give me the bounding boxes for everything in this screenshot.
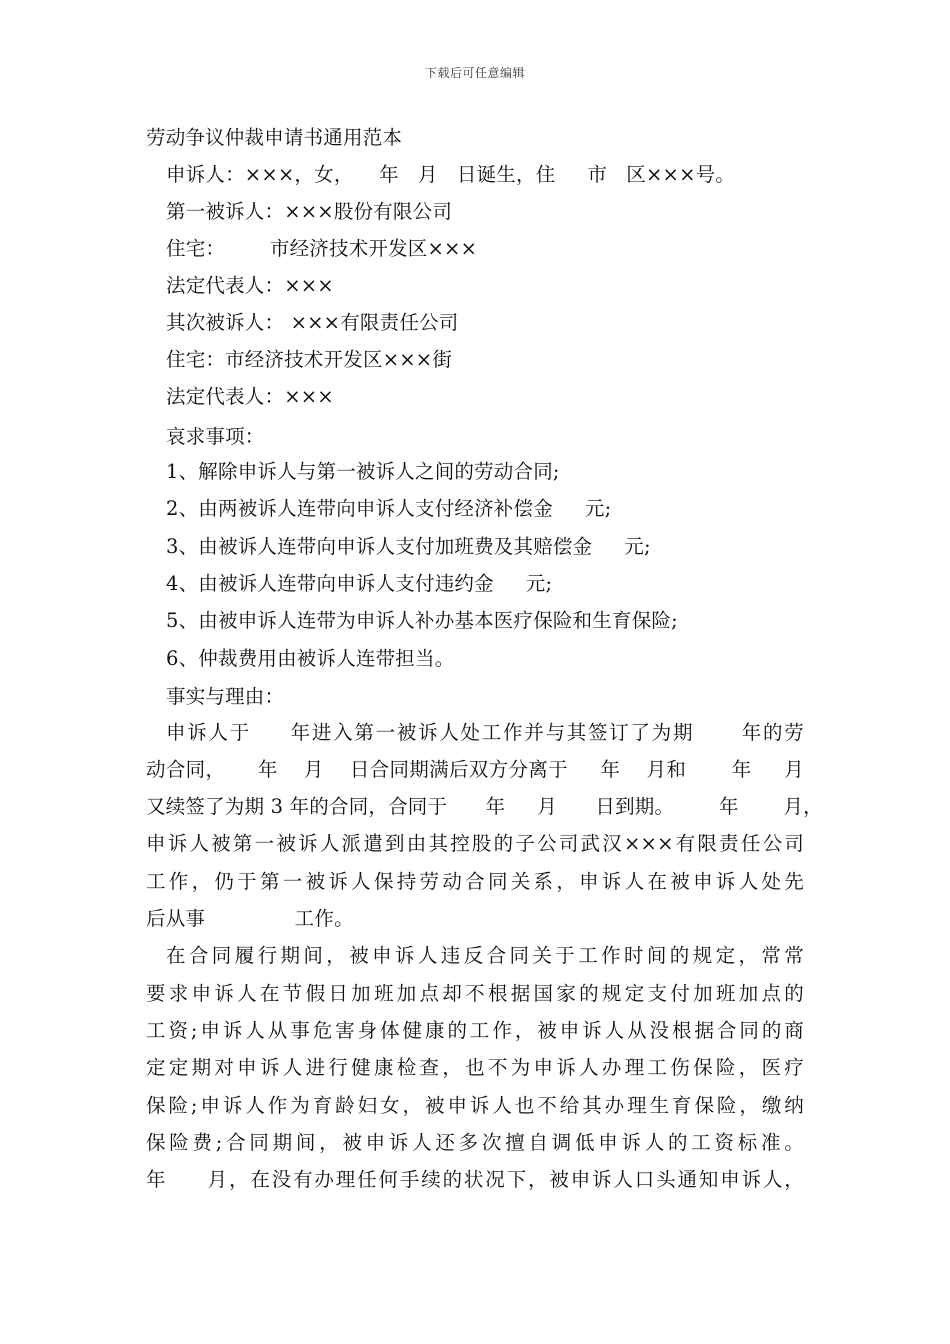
document-title: 劳动争议仲裁申请书通用范本 [146,126,403,149]
first-respondent-address-line: 住宅： 市经济技术开发区××× [166,237,478,260]
request-item-1: 1、解除申诉人与第一被诉人之间的劳动合同; [166,460,560,483]
request-item-5: 5、由被申诉人连带为申诉人补办基本医疗保险和生育保险; [166,609,678,632]
requests-heading: 哀求事项： [166,425,265,448]
facts-paragraph-line: 后从事 工作。 [146,907,354,930]
contract-paragraph-line: 保险;申诉人作为育龄妇女，被申诉人也不给其办理生育保险，缴纳 [146,1094,804,1117]
facts-paragraph-line: 又续签了为期 3 年的合同，合同于 年 月 日到期。 年 月， [146,795,823,818]
facts-paragraph-line: 申诉人于 年进入第一被诉人处工作并与其签订了为期 年的劳 [166,721,804,744]
facts-heading: 事实与理由： [166,685,285,708]
first-respondent-line: 第一被诉人：×××股份有限公司 [166,200,453,223]
second-respondent-line: 其次被诉人： ×××有限责任公司 [166,311,459,334]
complainant-line: 申诉人：×××，女， 年 月 日诞生，住 市 区×××号。 [166,163,736,186]
request-item-6: 6、仲裁费用由被诉人连带担当。 [166,647,455,670]
contract-paragraph-line: 在合同履行期间，被申诉人违反合同关于工作时间的规定，常常 [166,944,804,967]
request-item-4: 4、由被诉人连带向申诉人支付违约金 元; [166,572,553,595]
request-item-3: 3、由被诉人连带向申诉人支付加班费及其赔偿金 元; [166,535,651,558]
facts-paragraph-line: 申诉人被第一被诉人派遣到由其控股的子公司武汉×××有限责任公司 [146,832,804,855]
contract-paragraph-line: 要求申诉人在节假日加班加点却不根据国家的规定支付加班加点的 [146,982,804,1005]
second-respondent-address-line: 住宅：市经济技术开发区×××街 [166,348,453,371]
page-header-note: 下载后可任意编辑 [424,66,525,80]
contract-paragraph-line: 定定期对申诉人进行健康检查，也不为申诉人办理工伤保险，医疗 [146,1056,804,1079]
contract-paragraph-line: 年 月，在没有办理任何手续的状况下，被申诉人口头通知申诉人， [146,1168,804,1191]
facts-paragraph-line: 动合同， 年 月 日合同期满后双方分离于 年 月和 年 月 [146,758,804,781]
first-respondent-representative-line: 法定代表人：××× [166,274,334,297]
contract-paragraph-line: 工资;申诉人从事危害身体健康的工作，被申诉人从没根据合同的商 [146,1019,804,1042]
facts-paragraph-line: 工作，仍于第一被诉人保持劳动合同关系，申诉人在被申诉人处先 [146,870,804,893]
contract-paragraph-line: 保险费;合同期间，被申诉人还多次擅自调低申诉人的工资标准。 [146,1131,804,1154]
request-item-2: 2、由两被诉人连带向申诉人支付经济补偿金 元; [166,497,612,520]
second-respondent-representative-line: 法定代表人：××× [166,385,334,408]
